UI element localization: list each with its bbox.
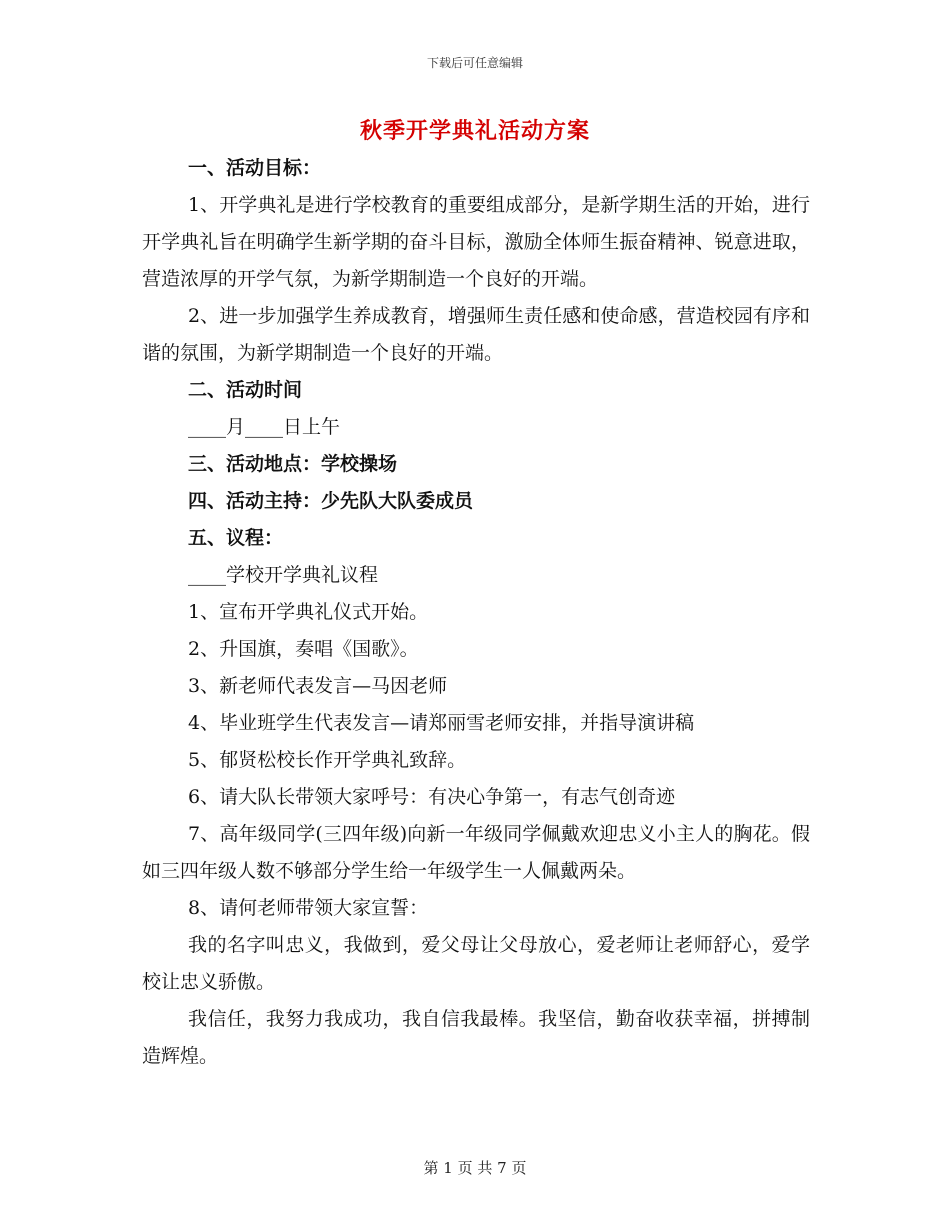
document-title: 秋季开学典礼活动方案 (359, 118, 590, 144)
agenda-item-1: 1、宣布开学典礼仪式开始。 (188, 601, 429, 623)
agenda-item-4: 4、毕业班学生代表发言—请郑丽雪老师安排，并指导演讲稿 (188, 712, 695, 734)
agenda-item-6: 6、请大队长带领大家呼号：有决心争第一，有志气创奇迹 (188, 786, 676, 808)
agenda-item-7: 7、高年级同学(三四年级)向新一年级同学佩戴欢迎忠义小主人的胸花。假如三四年级人数不够部分学生给一年级学生一人佩戴两朵。 (142, 823, 810, 882)
goal-paragraph-1: 1、开学典礼是进行学校教育的重要组成部分，是新学期生活的开始，进行开学典礼旨在明确学生新学期的奋斗目标，激励全体师生振奋精神、锐意进取，营造浓厚的开学气氛，为新学期制造一个良好的开端。 (142, 194, 810, 290)
download-note: 下载后可任意编辑 (426, 56, 523, 70)
time-line: ____月____日上午 (188, 416, 341, 438)
oath-paragraph-2: 我信任，我努力我成功，我自信我最棒。我坚信，勤奋收获幸福，拼搏制造辉煌。 (142, 1008, 810, 1067)
agenda-item-3: 3、新老师代表发言—马因老师 (188, 675, 448, 697)
section-heading-host: 四、活动主持：少先队大队委成员 (188, 490, 474, 512)
agenda-item-2: 2、升国旗，奏唱《国歌》。 (188, 638, 419, 660)
section-heading-time: 二、活动时间 (188, 379, 303, 401)
agenda-title: ____学校开学典礼议程 (188, 564, 379, 586)
agenda-item-8: 8、请何老师带领大家宣誓： (188, 897, 429, 919)
oath-paragraph-1: 我的名字叫忠义，我做到，爱父母让父母放心，爱老师让老师舒心，爱学校让忠义骄傲。 (142, 934, 810, 993)
page-number: 第 1 页 共 7 页 (423, 1159, 527, 1177)
document-body (142, 150, 810, 1075)
goal-paragraph-2: 2、进一步加强学生养成教育，增强师生责任感和使命感，营造校园有序和谐的氛围，为新学期制造一个良好的开端。 (142, 305, 810, 364)
agenda-item-5: 5、郁贤松校长作开学典礼致辞。 (188, 749, 467, 771)
section-heading-location: 三、活动地点：学校操场 (188, 453, 398, 475)
section-heading-goals: 一、活动目标： (188, 157, 322, 179)
section-heading-agenda: 五、议程： (188, 527, 284, 549)
